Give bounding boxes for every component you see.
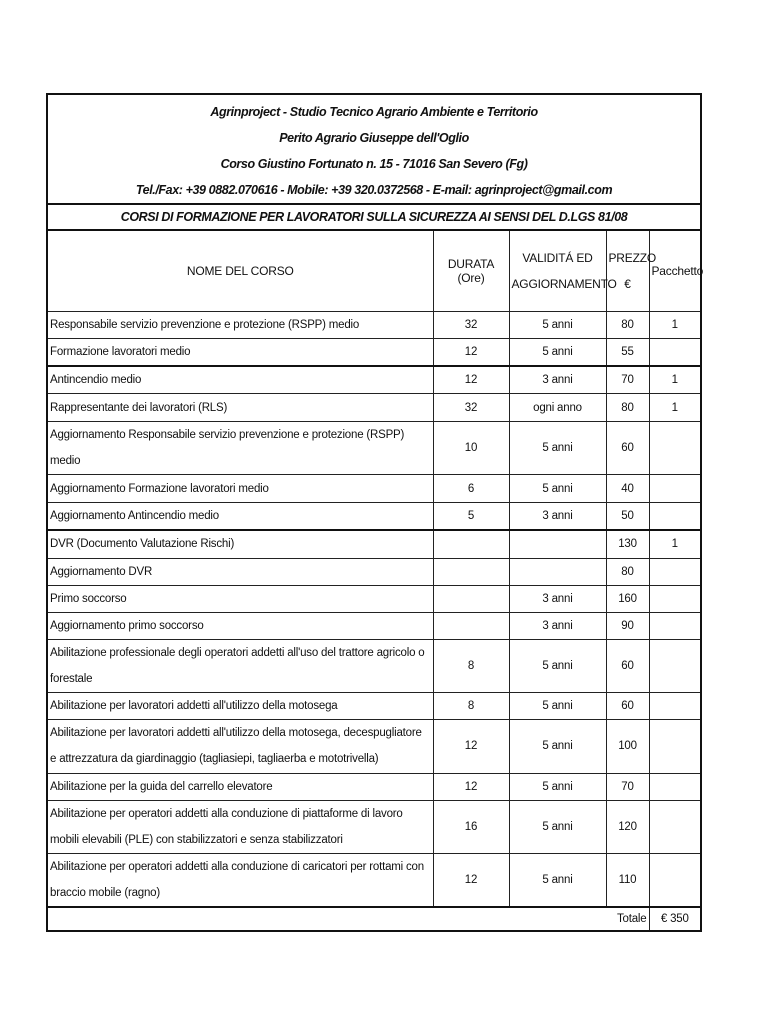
course-name: Aggiornamento Formazione lavoratori medio	[47, 475, 433, 503]
col-header-validity	[509, 230, 617, 312]
course-package	[649, 422, 701, 475]
table-row	[47, 394, 701, 422]
course-price: 40	[606, 475, 649, 503]
course-validity: 5 anni	[509, 800, 606, 853]
course-table	[46, 93, 702, 932]
header-row-3	[47, 151, 701, 177]
course-price: 90	[606, 612, 649, 639]
course-duration: 8	[433, 692, 509, 719]
table-row	[47, 558, 701, 585]
course-price: 120	[606, 800, 649, 853]
course-validity: 3 anni	[509, 612, 606, 639]
course-price: 70	[606, 366, 649, 394]
table-row	[47, 612, 701, 639]
col-header-package: Pacchetto	[649, 230, 701, 312]
total-label: Totale	[47, 907, 649, 931]
course-price: 50	[606, 503, 649, 531]
table-row	[47, 339, 701, 367]
course-price-sheet	[46, 93, 704, 932]
course-duration: 10	[433, 422, 509, 475]
course-name: Abilitazione per lavoratori addetti all'utilizzo della motosega, decespugliatore e attrezzatura da giardinaggio (tagliasiepi, tagliaerba e mototrivella)	[47, 719, 433, 773]
course-price: 70	[606, 773, 649, 800]
course-duration: 5	[433, 503, 509, 531]
course-duration: 8	[433, 639, 509, 692]
table-row	[47, 719, 701, 773]
course-name: Aggiornamento Antincendio medio	[47, 503, 433, 531]
course-price: 130	[606, 530, 649, 558]
table-row	[47, 366, 701, 394]
table-row	[47, 503, 701, 531]
course-validity: 5 anni	[509, 692, 606, 719]
course-validity: 3 anni	[509, 366, 606, 394]
course-package	[649, 639, 701, 692]
subtitle-row	[47, 204, 701, 230]
course-package: 1	[649, 394, 701, 422]
table-row	[47, 475, 701, 503]
course-duration: 32	[433, 312, 509, 339]
course-package: 1	[649, 366, 701, 394]
table-row	[47, 692, 701, 719]
course-name: Rappresentante dei lavoratori (RLS)	[47, 394, 433, 422]
course-duration: 32	[433, 394, 509, 422]
header-row-4	[47, 177, 701, 204]
course-validity: 5 anni	[509, 312, 606, 339]
course-validity: ogni anno	[509, 394, 606, 422]
contacts: Tel./Fax: +39 0882.070616 - Mobile: +39 320.0372568 - E-mail: agrinproject@gmail.com	[135, 183, 613, 197]
table-row	[47, 422, 701, 475]
table-row	[47, 312, 701, 339]
course-name: Responsabile servizio prevenzione e protezione (RSPP) medio	[47, 312, 433, 339]
table-row	[47, 639, 701, 692]
course-price: 80	[606, 558, 649, 585]
course-name: Antincendio medio	[47, 366, 433, 394]
course-duration: 6	[433, 475, 509, 503]
table-subtitle: CORSI DI FORMAZIONE PER LAVORATORI SULLA SICUREZZA AI SENSI DEL D.LGS 81/08	[47, 204, 701, 230]
course-price: 80	[606, 394, 649, 422]
table-row	[47, 853, 701, 907]
course-validity: 5 anni	[509, 422, 606, 475]
course-price: 110	[606, 853, 649, 907]
course-duration	[433, 530, 509, 558]
course-duration	[433, 585, 509, 612]
course-duration: 12	[433, 853, 509, 907]
course-name: Aggiornamento Responsabile servizio prevenzione e protezione (RSPP) medio	[47, 422, 433, 475]
col-header-validity-line2: AGGIORNAMENTO	[511, 277, 617, 291]
course-validity: 3 anni	[509, 585, 606, 612]
total-value: € 350	[649, 907, 701, 931]
course-duration: 12	[433, 773, 509, 800]
course-name: Aggiornamento DVR	[47, 558, 433, 585]
table-row	[47, 800, 701, 853]
course-name: Abilitazione professionale degli operatori addetti all'uso del trattore agricolo o forestale	[47, 639, 433, 692]
col-header-price-line1: PREZZO	[608, 251, 656, 265]
course-package	[649, 800, 701, 853]
col-header-price	[606, 230, 656, 312]
course-package	[649, 475, 701, 503]
course-name: Abilitazione per la guida del carrello elevatore	[47, 773, 433, 800]
col-header-price-line2: €	[624, 277, 631, 291]
course-validity	[509, 530, 606, 558]
course-package	[649, 503, 701, 531]
course-validity: 5 anni	[509, 639, 606, 692]
course-price: 160	[606, 585, 649, 612]
col-header-name: NOME DEL CORSO	[47, 230, 433, 312]
course-validity: 5 anni	[509, 719, 606, 773]
header-row-1	[47, 94, 701, 125]
col-header-validity-line1: VALIDITÁ ED	[522, 251, 593, 265]
company-name: Agrinproject - Studio Tecnico Agrario Ambiente e Territorio	[210, 105, 538, 119]
owner-name: Perito Agrario Giuseppe dell'Oglio	[279, 131, 469, 145]
course-price: 60	[606, 692, 649, 719]
course-duration: 12	[433, 366, 509, 394]
address: Corso Giustino Fortunato n. 15 - 71016 San Severo (Fg)	[220, 157, 528, 171]
table-row	[47, 773, 701, 800]
course-price: 80	[606, 312, 649, 339]
course-price: 55	[606, 339, 649, 367]
course-price: 60	[606, 422, 649, 475]
table-row	[47, 530, 701, 558]
course-package	[649, 773, 701, 800]
course-rows	[47, 312, 701, 907]
course-package	[649, 612, 701, 639]
course-name: DVR (Documento Valutazione Rischi)	[47, 530, 433, 558]
course-name: Primo soccorso	[47, 585, 433, 612]
course-package	[649, 585, 701, 612]
course-duration: 16	[433, 800, 509, 853]
header-row-2	[47, 125, 701, 151]
course-package: 1	[649, 312, 701, 339]
course-validity: 5 anni	[509, 853, 606, 907]
course-name: Abilitazione per operatori addetti alla conduzione di piattaforme di lavoro mobili elevabili (PLE) con stabilizzatori e senza stabilizzatori	[47, 800, 433, 853]
course-duration	[433, 612, 509, 639]
course-validity: 5 anni	[509, 773, 606, 800]
course-package	[649, 558, 701, 585]
course-name: Aggiornamento primo soccorso	[47, 612, 433, 639]
course-validity	[509, 558, 606, 585]
course-name: Formazione lavoratori medio	[47, 339, 433, 367]
course-validity: 5 anni	[509, 475, 606, 503]
course-price: 60	[606, 639, 649, 692]
course-duration: 12	[433, 719, 509, 773]
course-package	[649, 339, 701, 367]
course-validity: 3 anni	[509, 503, 606, 531]
course-package	[649, 719, 701, 773]
course-duration	[433, 558, 509, 585]
course-package: 1	[649, 530, 701, 558]
course-name: Abilitazione per operatori addetti alla conduzione di caricatori per rottami con braccio mobile (ragno)	[47, 853, 433, 907]
total-row	[47, 907, 701, 931]
column-header-row	[47, 230, 701, 312]
course-price: 100	[606, 719, 649, 773]
course-package	[649, 692, 701, 719]
course-validity: 5 anni	[509, 339, 606, 367]
table-row	[47, 585, 701, 612]
col-header-duration: DURATA (Ore)	[433, 230, 509, 312]
course-name: Abilitazione per lavoratori addetti all'utilizzo della motosega	[47, 692, 433, 719]
course-package	[649, 853, 701, 907]
course-duration: 12	[433, 339, 509, 367]
